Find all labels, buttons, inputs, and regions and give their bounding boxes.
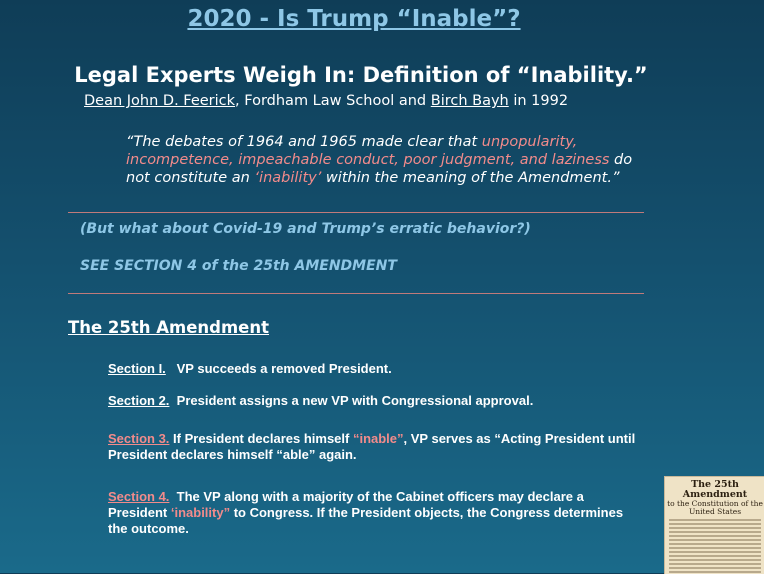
byline-person-feerick: Dean John D. Feerick: [84, 93, 236, 109]
byline-affiliation: , Fordham Law School and: [235, 93, 431, 109]
quote-highlight-list: unpopularity, incompetence, impeachable conduct, poor judgment, and laziness: [126, 134, 610, 168]
amendment-document-image: [664, 476, 764, 574]
section-2-text: President assigns a new VP with Congressional approval.: [176, 393, 534, 408]
section-4-label: Section 4.: [108, 489, 170, 504]
note-question: (But what about Covid-19 and Trump’s erratic behavior?): [80, 221, 531, 237]
quote-close: within the meaning of the Amendment.”: [321, 170, 620, 186]
section-4-post: to Congress. If the President objects, the Congress determines the outcome.: [108, 505, 624, 536]
byline-person-bayh: Birch Bayh: [430, 93, 509, 109]
legal-quote: [126, 133, 636, 187]
slide-title: 2020 - Is Trump “Inable”?: [187, 6, 521, 32]
section-1-label: Section I.: [108, 361, 166, 376]
divider-top: [68, 212, 644, 213]
amendment-heading: The 25th Amendment: [68, 318, 270, 337]
document-image-subtitle: to the Constitution of the United States: [667, 499, 763, 516]
section-3: [108, 431, 653, 463]
section-1: [108, 361, 648, 377]
byline-year: in 1992: [508, 93, 569, 109]
section-3-label: Section 3.: [108, 431, 170, 446]
divider-bottom: [68, 293, 644, 294]
section-2: [108, 393, 648, 409]
note-see-section: SEE SECTION 4 of the 25th AMENDMENT: [80, 258, 397, 274]
quote-middle: do not constitute an: [126, 152, 633, 186]
section-4: [108, 489, 638, 537]
section-1-text: VP succeeds a removed President.: [176, 361, 392, 376]
slide-heading: Legal Experts Weigh In: Definition of “Inability.”: [74, 63, 648, 87]
byline: [84, 93, 568, 109]
section-2-label: Section 2.: [108, 393, 170, 408]
section-3-pre: If President declares himself: [173, 431, 353, 446]
section-3-highlight: “inable”: [352, 431, 404, 446]
section-4-highlight: ‘inability”: [170, 505, 231, 520]
quote-open: “The debates of 1964 and 1965 made clear that: [126, 134, 482, 150]
document-text-lines: [669, 519, 761, 574]
document-image-title: The 25th Amendment: [682, 479, 748, 500]
section-4-pre: The VP along with a majority of the Cabinet officers may declare a President: [108, 489, 584, 520]
section-3-post: , VP serves as “Acting President until President declares himself “able” again.: [108, 431, 636, 462]
quote-highlight-inability: ‘inability’: [254, 170, 322, 186]
